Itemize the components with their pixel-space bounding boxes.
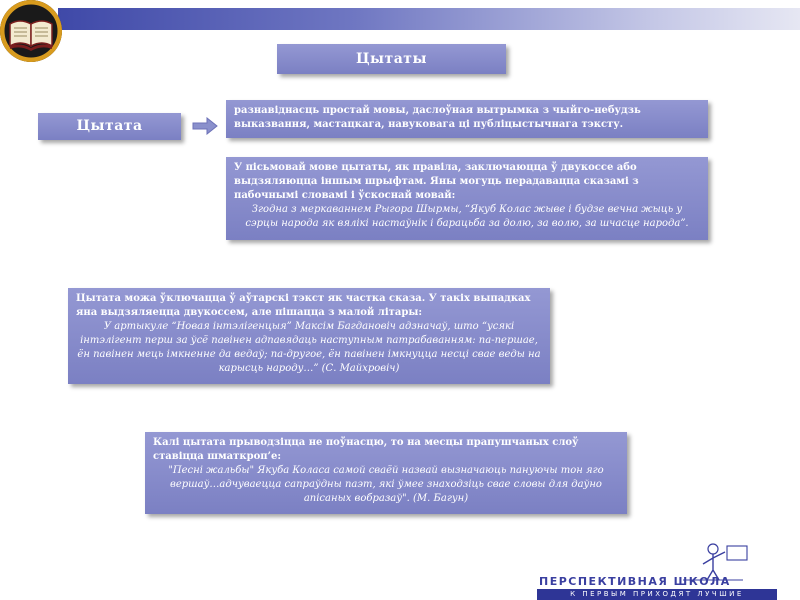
omission-rule-example: "Песні жальбы" Якуба Коласа самой сваёй назвай вызначаюць пануючы тон яго вершаў…адчуваецца сапраўдны паэт, які ўмее знаходзіць свае словы для даўно апісаных вобразаў". (М. Багун)	[168, 465, 604, 504]
right-arrow-icon	[192, 117, 218, 135]
omission-rule-box	[145, 432, 627, 514]
page-title: Цытаты	[277, 44, 506, 74]
included-rule-example: У артыкуле “Новая інтэлігенцыя” Максім Багдановіч адзначаў, што “усякі інтэлігент перш за ўсё павінен адпавядаць наступным патрабаванням: па-першае, ён павінен мець імкненне да ведаў; па-другое, ён павінен імкнуцца несці свае веды на карысць народу…” (С. Майхровіч)	[77, 321, 541, 374]
term-label: Цытата	[38, 113, 181, 140]
header-gradient-bar	[58, 8, 800, 30]
included-rule-box	[68, 288, 550, 384]
footer-slogan: К ПЕРВЫМ ПРИХОДЯТ ЛУЧШИЕ	[537, 589, 777, 600]
footer-logo	[537, 542, 800, 600]
definition-box	[226, 100, 708, 138]
written-rule-text: У пісьмовай мове цытаты, як правіла, заключаюцца ў двукоссе або выдзяляюцца іншым шрыфтам. Яны могуць перадавацца сказамі з пабочнымі словамі і ўскоснай мовай:	[234, 162, 639, 201]
included-rule-text: Цытата можа ўключацца ў аўтарскі тэкст як частка сказа. У такіх выпадках яна выдзяляецца двукоссем, але пішацца з малой літары:	[76, 293, 531, 318]
definition-text: разнавіднасць простай мовы, даслоўная вытрымка з чыйго-небудзь выказвання, мастацкага, навуковага ці публіцыстычнага тэксту.	[234, 105, 641, 130]
written-rule-example: Згодна з меркаваннем Рыгора Шырмы, “Якуб Колас жыве і будзе вечна жыць у сэрцы народа як вялікі настаўнік і барацьба за долю, за волю, за шчасце народа”.	[245, 204, 689, 229]
omission-rule-text: Калі цытата прыводзіцца не поўнасцю, то на месцы прапушчаных слоў ставіцца шматкроп’е:	[153, 437, 579, 462]
open-book-icon	[0, 0, 62, 62]
footer-brand-name: ПЕРСПЕКТИВНАЯ ШКОЛА	[539, 575, 731, 588]
written-rule-box	[226, 157, 708, 240]
